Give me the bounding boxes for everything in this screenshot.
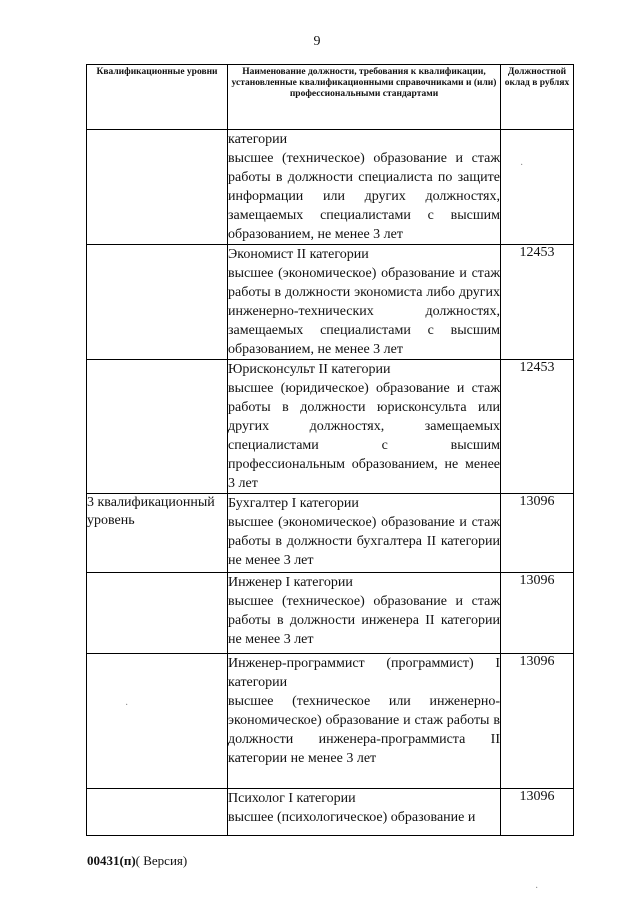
position-requirements: высшее (психологическое) образование и <box>228 810 476 825</box>
level-cell <box>87 245 228 360</box>
position-requirements: высшее (экономическое) образование и стаж работы в должности бухгалтера II категории не менее 3 лет <box>228 515 500 568</box>
description-cell <box>228 654 501 789</box>
position-requirements: высшее (экономическое) образование и стаж работы в должности экономиста либо других инженерно-технических должностях, замещаемых специалистами с высшим образованием, не менее 3 лет <box>228 266 500 357</box>
description-cell <box>228 360 501 494</box>
level-cell <box>87 573 228 654</box>
scan-artifact: · <box>125 700 129 711</box>
description-cell <box>228 573 501 654</box>
level-cell: 3 квалификационный уровень <box>87 494 228 573</box>
header-salary: Должностной оклад в рублях <box>501 65 574 130</box>
table-row <box>87 245 574 360</box>
table-row <box>87 360 574 494</box>
position-title: Инженер-программист (программист) I категории <box>228 656 500 690</box>
salary-cell: 12453 <box>501 245 574 360</box>
page-number: 9 <box>313 34 321 49</box>
salary-cell: 13096 <box>501 789 574 836</box>
position-requirements: высшее (техническое) образование и стаж работы в должности инженера II категории не менее 3 лет <box>228 594 500 647</box>
level-cell <box>87 360 228 494</box>
table-row <box>87 573 574 654</box>
document-code: 00431(п) <box>87 853 136 868</box>
scan-artifact: · <box>535 883 539 894</box>
document-version: ( Версия) <box>135 853 188 868</box>
position-title: Инженер I категории <box>228 575 353 590</box>
table-row <box>87 494 574 573</box>
salary-cell: 13096 <box>501 494 574 573</box>
document-footer <box>87 853 187 869</box>
position-title: Экономист II категории <box>228 247 369 262</box>
level-cell <box>87 654 228 789</box>
salary-cell: 13096 <box>501 654 574 789</box>
position-requirements: высшее (техническое) образование и стаж работы в должности специалиста по защите информации или других должностях, замещаемых специалистами с высшим образованием, не менее 3 лет <box>228 151 500 242</box>
salary-table <box>86 64 574 836</box>
scan-artifact: · <box>520 160 524 171</box>
description-cell <box>228 494 501 573</box>
table-row <box>87 789 574 836</box>
position-title: Психолог I категории <box>228 791 356 806</box>
description-cell <box>228 789 501 836</box>
description-cell <box>228 130 501 245</box>
position-requirements: высшее (юридическое) образование и стаж работы в должности юрисконсульта или других должностях, замещаемых специалистами с высшим профессиональным образованием, не менее 3 лет <box>228 381 500 491</box>
table-header-row <box>87 65 574 130</box>
table-row <box>87 130 574 245</box>
level-cell <box>87 130 228 245</box>
table-row <box>87 654 574 789</box>
position-title: категории <box>228 132 288 147</box>
position-title: Бухгалтер I категории <box>228 496 359 511</box>
header-position: Наименование должности, требования к квалификации, установленные квалификационными справочниками и (или) профессиональными стандартами <box>228 65 501 130</box>
position-requirements: высшее (техническое или инженерно-экономическое) образование и стаж работы в должности инженера-программиста II категории не менее 3 лет <box>228 694 500 766</box>
position-title: Юрисконсульт II категории <box>228 362 391 377</box>
description-cell <box>228 245 501 360</box>
salary-cell: 13096 <box>501 573 574 654</box>
header-levels: Квалификационные уровни <box>87 65 228 130</box>
level-cell <box>87 789 228 836</box>
salary-cell: 12453 <box>501 360 574 494</box>
salary-cell <box>501 130 574 245</box>
